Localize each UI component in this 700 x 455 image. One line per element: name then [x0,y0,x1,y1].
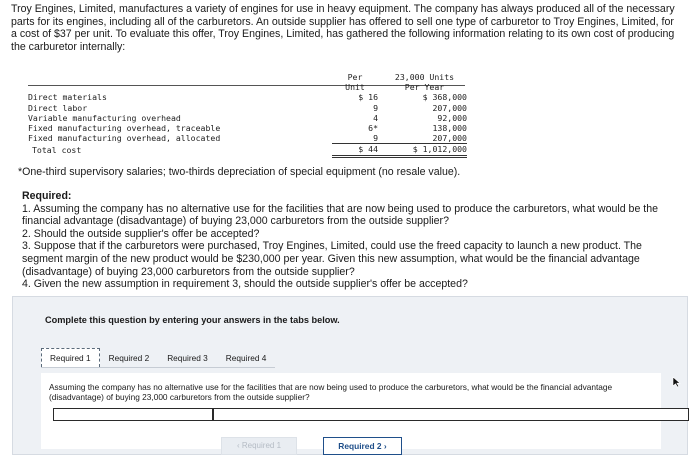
header-unit-1: Per [347,72,363,82]
chevron-left-icon: ‹ [236,441,240,450]
required-item-4: 4. Given the new assumption in requirement 3, should the outside supplier's offer be accepted? [22,278,468,291]
row-label: Direct labor [28,102,88,113]
tab-required-2[interactable]: Required 2 [100,348,159,367]
question-text: Assuming the company has no alternative use for the facilities that are now being used to produce the carburetors, what would be the financial advantage (disadvantage) of buying 23,000 carburetors from the outside supplier? [49,382,613,402]
tab-required-4[interactable]: Required 4 [217,348,276,367]
row-unit: 4 [373,112,378,123]
row-year: 207,000 [382,133,467,144]
next-button-label: Required 2 [338,441,382,451]
row-unit: 9 [373,102,378,113]
required-title: Required: [22,190,72,202]
cost-table [28,72,467,158]
total-unit: $ 44 [332,144,382,156]
required-item-2: 2. Should the outside supplier's offer be accepted? [22,227,260,240]
table-row [28,92,467,102]
required-list [22,203,682,291]
mouse-pointer-icon [672,376,682,388]
row-year: 138,000 [432,123,467,134]
total-label: Total cost [32,144,82,155]
required-section [22,190,682,291]
row-year: $ 368,000 [422,92,467,103]
tab-required-3[interactable]: Required 3 [158,348,217,367]
row-year: 207,000 [432,102,467,113]
table-row [28,103,467,113]
table-header-row [28,72,467,82]
answer-amount-field[interactable] [213,408,689,421]
answer-label-field[interactable] [53,408,213,421]
table-row [28,113,467,123]
previous-button[interactable] [221,437,297,455]
tab-required-1[interactable]: Required 1 [41,348,100,367]
row-label: Direct materials [28,92,107,103]
table-row [28,133,467,144]
previous-button-label: Required 1 [241,441,282,450]
header-year-2: Per Year [404,82,445,93]
required-item-1: 1. Assuming the company has no alternative use for the facilities that are now being used to produce the carburetors, what would be the financial advantage (disadvantage) of buying 23,000 carburetors from the outside supplier? [22,202,659,228]
table-footnote: *One-third supervisory salaries; two-thirds depreciation of special equipment (no resale value). [18,166,461,178]
total-year: $ 1,012,000 [382,144,467,156]
row-label: Fixed manufacturing overhead, allocated [28,133,221,144]
requirement-tabs [41,348,275,368]
row-label: Fixed manufacturing overhead, traceable [28,123,221,134]
instruction-text: Complete this question by entering your answers in the tabs below. [45,315,340,325]
chevron-right-icon: › [383,441,387,451]
table-header-row [28,82,467,92]
row-unit: 6* [368,123,378,134]
header-year-1: 23,000 Units [394,72,455,82]
required-item-3: 3. Suppose that if the carburetors were purchased, Troy Engines, Limited, could use the freed capacity to launch a new product. The segment margin of the new product would be $230,000 per year. Given this new assumption, what would be the financial advantage (disadvantage) of buying 23,000 carburetors from the outside supplier? [22,240,642,278]
row-year: 92,000 [437,112,467,123]
next-button[interactable] [323,437,402,455]
row-unit: 9 [332,133,382,144]
row-label: Variable manufacturing overhead [28,112,181,123]
total-row [28,144,467,156]
table-row [28,123,467,133]
row-unit: $ 16 [358,92,378,103]
header-unit-2: Unit [345,82,365,93]
answer-panel [12,296,688,455]
problem-intro: Troy Engines, Limited, manufactures a variety of engines for use in heavy equipment. The company has always produced all of the necessary parts for its engines, including all of the carburetors. An outside supplier has offered to sell one type of carburetor to Troy Engines, Limited, for a cost of $37 per unit. To evaluate this offer, Troy Engines, Limited, has gathered the following information relating to its own cost of producing the carburetor internally: [11,3,675,53]
